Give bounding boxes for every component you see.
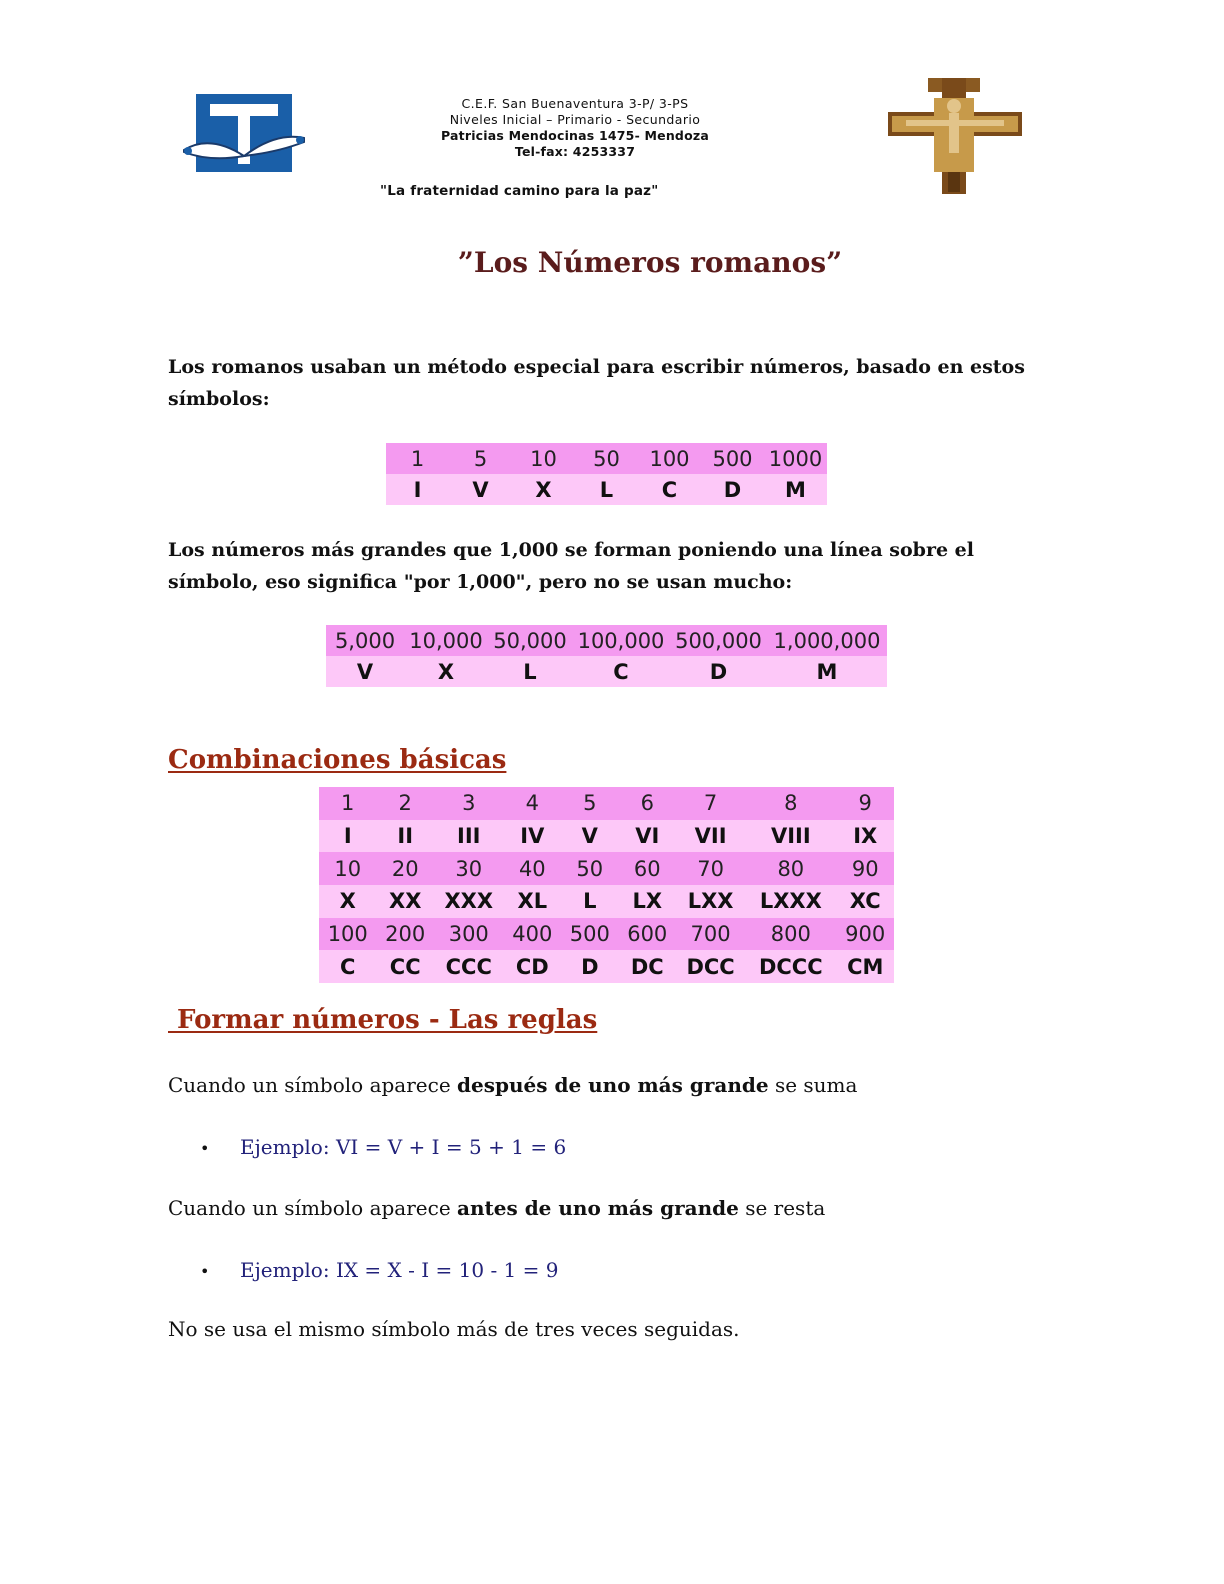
symbol-cell: I bbox=[319, 820, 376, 853]
symbol-cell: DCC bbox=[676, 950, 745, 983]
symbol-cell: M bbox=[767, 656, 887, 687]
number-cell: 900 bbox=[836, 918, 894, 951]
number-cell: 20 bbox=[376, 852, 433, 885]
symbol-cell: III bbox=[434, 820, 504, 853]
table-row bbox=[386, 474, 827, 505]
number-cell: 10 bbox=[319, 852, 376, 885]
rule-text: se suma bbox=[768, 1073, 858, 1097]
number-cell: 80 bbox=[745, 852, 836, 885]
number-cell: 200 bbox=[376, 918, 433, 951]
table-row bbox=[319, 820, 894, 853]
symbol-cell: V bbox=[561, 820, 618, 853]
rules-heading: Formar números - Las reglas bbox=[168, 1005, 598, 1035]
symbol-cell: L bbox=[575, 474, 638, 505]
number-cell: 2 bbox=[376, 787, 433, 820]
addition-rule bbox=[168, 1073, 857, 1097]
franciscan-logo-icon bbox=[180, 90, 308, 180]
bullet: • bbox=[200, 1139, 210, 1158]
symbol-cell: LXXX bbox=[745, 885, 836, 918]
school-motto: "La fraternidad camino para la paz" bbox=[380, 183, 659, 199]
number-cell: 70 bbox=[676, 852, 745, 885]
number-cell: 7 bbox=[676, 787, 745, 820]
school-name: C.E.F. San Buenaventura 3-P/ 3-PS bbox=[461, 96, 689, 111]
number-cell: 60 bbox=[619, 852, 676, 885]
symbol-cell: DCCC bbox=[745, 950, 836, 983]
symbol-cell: D bbox=[701, 474, 764, 505]
symbol-cell: XC bbox=[836, 885, 894, 918]
addition-example bbox=[200, 1135, 566, 1159]
rule-text: Cuando un símbolo aparece bbox=[168, 1196, 458, 1220]
school-phone: Tel-fax: 4253337 bbox=[514, 144, 636, 159]
large-numbers-table bbox=[326, 625, 887, 687]
number-cell: 5,000 bbox=[326, 625, 404, 656]
combinations-heading: Combinaciones básicas bbox=[168, 745, 507, 775]
symbol-cell: VII bbox=[676, 820, 745, 853]
number-cell: 1,000,000 bbox=[767, 625, 887, 656]
number-cell: 800 bbox=[745, 918, 836, 951]
number-cell: 500 bbox=[561, 918, 618, 951]
symbol-cell: VI bbox=[619, 820, 676, 853]
basic-symbols-table bbox=[386, 443, 827, 505]
number-cell: 50,000 bbox=[488, 625, 572, 656]
school-info bbox=[380, 96, 770, 160]
rule-text: se resta bbox=[738, 1196, 826, 1220]
symbol-cell: L bbox=[488, 656, 572, 687]
example-text: Ejemplo: VI = V + I = 5 + 1 = 6 bbox=[240, 1135, 567, 1159]
bullet: • bbox=[200, 1262, 210, 1281]
symbol-cell: V bbox=[326, 656, 404, 687]
school-levels: Niveles Inicial – Primario - Secundario bbox=[449, 112, 701, 127]
symbol-cell: LXX bbox=[676, 885, 745, 918]
table-row bbox=[319, 787, 894, 820]
number-cell: 5 bbox=[449, 443, 512, 474]
symbol-cell: IV bbox=[504, 820, 561, 853]
number-cell: 90 bbox=[836, 852, 894, 885]
combinations-table bbox=[319, 787, 894, 983]
crucifix-icon bbox=[886, 76, 1024, 196]
table-row bbox=[319, 885, 894, 918]
number-cell: 3 bbox=[434, 787, 504, 820]
rule-text: Cuando un símbolo aparece bbox=[168, 1073, 458, 1097]
symbol-cell: CC bbox=[376, 950, 433, 983]
symbol-cell: CCC bbox=[434, 950, 504, 983]
number-cell: 5 bbox=[561, 787, 618, 820]
large-numbers-paragraph: Los números más grandes que 1,000 se forman poniendo una línea sobre el símbolo, eso significa "por 1,000", pero no se usan mucho: bbox=[168, 539, 974, 593]
symbol-cell: D bbox=[561, 950, 618, 983]
symbol-cell: C bbox=[638, 474, 701, 505]
symbol-cell: II bbox=[376, 820, 433, 853]
symbol-cell: C bbox=[572, 656, 670, 687]
number-cell: 50 bbox=[575, 443, 638, 474]
number-cell: 30 bbox=[434, 852, 504, 885]
symbol-cell: X bbox=[512, 474, 575, 505]
number-cell: 500,000 bbox=[670, 625, 767, 656]
rule-emphasis: antes de uno más grande bbox=[457, 1196, 739, 1220]
symbol-cell: XX bbox=[376, 885, 433, 918]
symbol-cell: M bbox=[764, 474, 827, 505]
symbol-cell: DC bbox=[619, 950, 676, 983]
number-cell: 9 bbox=[836, 787, 894, 820]
symbol-cell: XL bbox=[504, 885, 561, 918]
symbol-cell: X bbox=[404, 656, 488, 687]
number-cell: 300 bbox=[434, 918, 504, 951]
symbol-cell: V bbox=[449, 474, 512, 505]
number-cell: 10 bbox=[512, 443, 575, 474]
page-title: ”Los Números romanos” bbox=[457, 246, 843, 279]
number-cell: 8 bbox=[745, 787, 836, 820]
symbol-cell: L bbox=[561, 885, 618, 918]
number-cell: 100 bbox=[319, 918, 376, 951]
table-row bbox=[326, 625, 887, 656]
number-cell: 400 bbox=[504, 918, 561, 951]
table-row bbox=[386, 443, 827, 474]
intro-paragraph: Los romanos usaban un método especial para escribir números, basado en estos símbolos: bbox=[168, 356, 1025, 410]
number-cell: 50 bbox=[561, 852, 618, 885]
symbol-cell: VIII bbox=[745, 820, 836, 853]
table-row bbox=[319, 950, 894, 983]
symbol-cell: CM bbox=[836, 950, 894, 983]
symbol-cell: CD bbox=[504, 950, 561, 983]
number-cell: 700 bbox=[676, 918, 745, 951]
rule-emphasis: después de uno más grande bbox=[457, 1073, 769, 1097]
table-row bbox=[326, 656, 887, 687]
symbol-cell: C bbox=[319, 950, 376, 983]
subtraction-example bbox=[200, 1258, 558, 1282]
school-address: Patricias Mendocinas 1475- Mendoza bbox=[441, 128, 709, 143]
symbol-cell: XXX bbox=[434, 885, 504, 918]
symbol-cell: X bbox=[319, 885, 376, 918]
repetition-rule: No se usa el mismo símbolo más de tres veces seguidas. bbox=[168, 1317, 740, 1341]
symbol-cell: I bbox=[386, 474, 449, 505]
subtraction-rule bbox=[168, 1196, 825, 1220]
example-text: Ejemplo: IX = X - I = 10 - 1 = 9 bbox=[240, 1258, 559, 1282]
number-cell: 6 bbox=[619, 787, 676, 820]
number-cell: 10,000 bbox=[404, 625, 488, 656]
number-cell: 1 bbox=[319, 787, 376, 820]
number-cell: 1000 bbox=[764, 443, 827, 474]
number-cell: 500 bbox=[701, 443, 764, 474]
number-cell: 100,000 bbox=[572, 625, 670, 656]
symbol-cell: LX bbox=[619, 885, 676, 918]
number-cell: 100 bbox=[638, 443, 701, 474]
number-cell: 40 bbox=[504, 852, 561, 885]
table-row bbox=[319, 918, 894, 951]
table-row bbox=[319, 852, 894, 885]
symbol-cell: IX bbox=[836, 820, 894, 853]
number-cell: 1 bbox=[386, 443, 449, 474]
number-cell: 600 bbox=[619, 918, 676, 951]
number-cell: 4 bbox=[504, 787, 561, 820]
symbol-cell: D bbox=[670, 656, 767, 687]
